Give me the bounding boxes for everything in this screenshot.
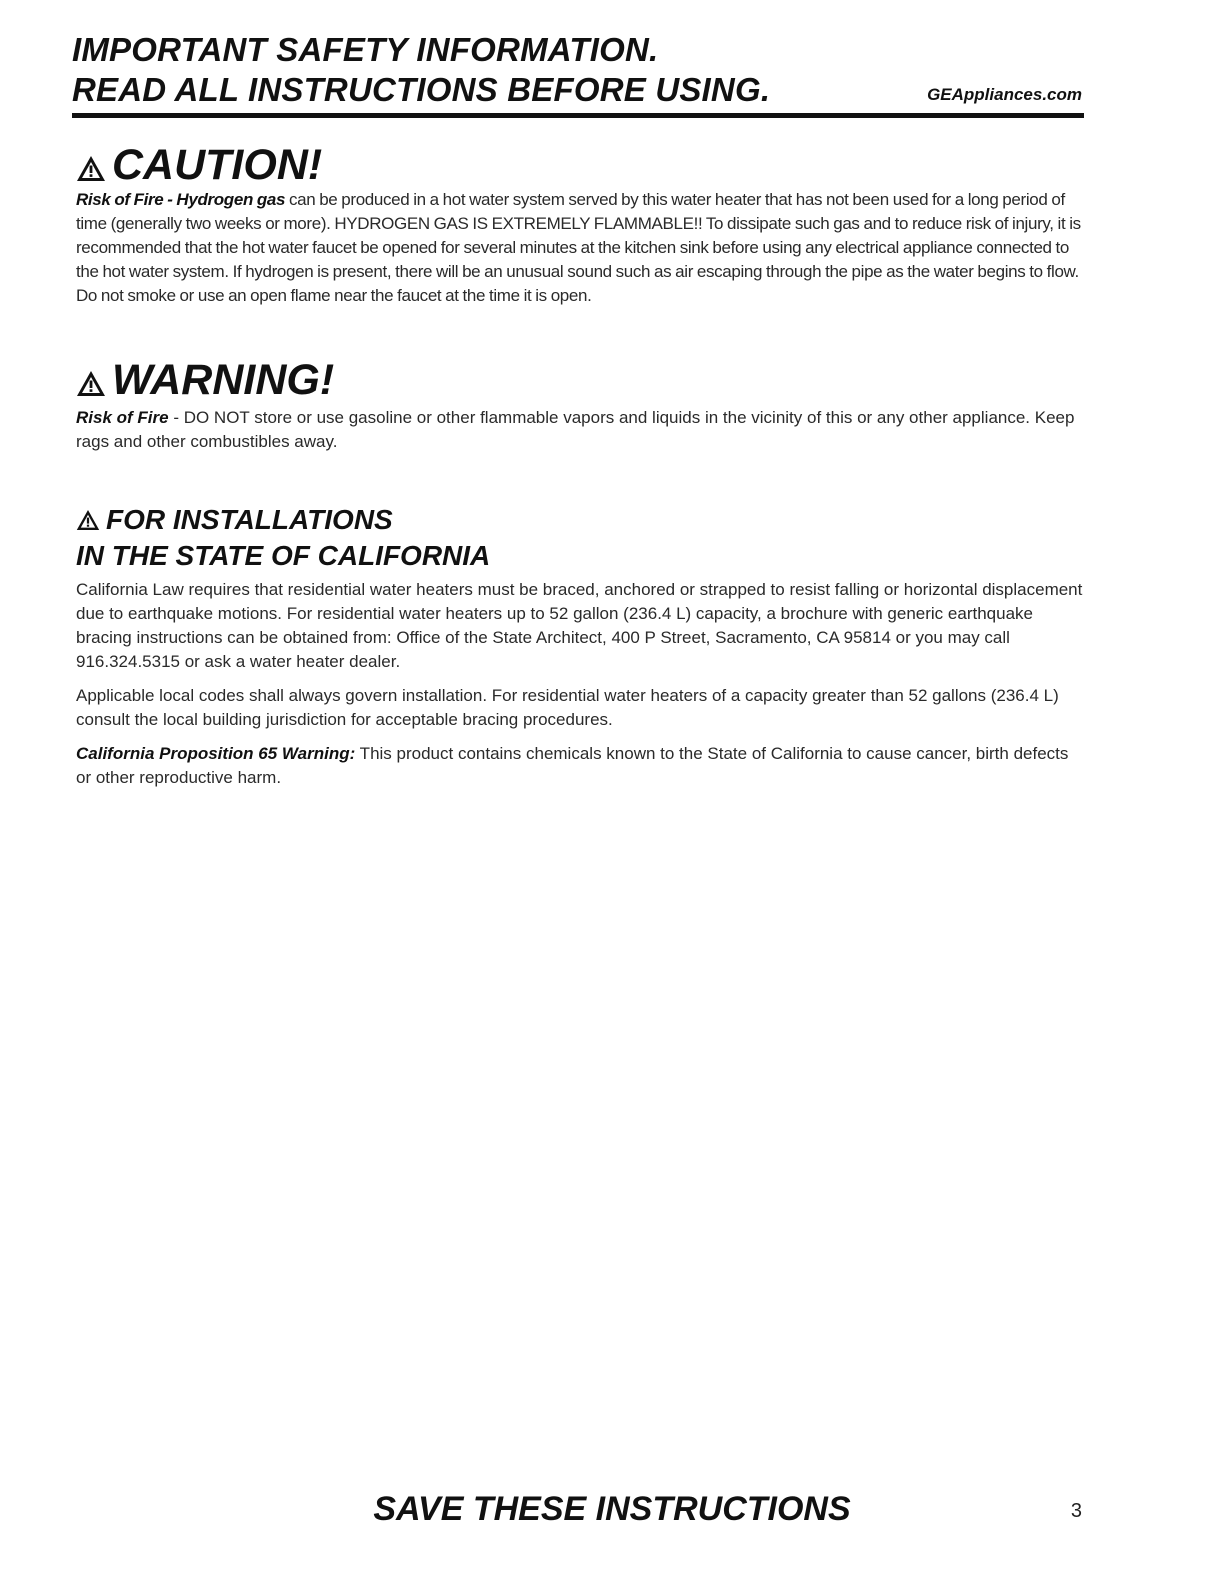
california-heading-line-1 (76, 502, 1086, 538)
prop65-paragraph (76, 742, 1086, 790)
warning-section (76, 355, 1086, 454)
california-heading-text-2: IN THE STATE OF CALIFORNIA (76, 540, 491, 571)
prop65-text: This product contains chemicals known to the State of California to cause cancer, birth defects or other reproductive harm. (76, 744, 1069, 787)
warning-triangle-icon (76, 370, 106, 397)
california-paragraph-2: Applicable local codes shall always govern installation. For residential water heaters of a capacity greater than 52 gallons (236.4 L) consult the local building jurisdiction for acceptable bracing procedures. (76, 686, 1059, 729)
warning-lead: Risk of Fire (76, 408, 169, 427)
warning-triangle-icon (76, 509, 100, 531)
caution-lead: Risk of Fire - Hydrogen gas (76, 190, 286, 209)
page-number: 3 (1070, 1500, 1082, 1522)
california-heading-text-1: FOR INSTALLATIONS (106, 504, 393, 535)
header-title-line-2: READ ALL INSTRUCTIONS BEFORE USING. (72, 71, 771, 108)
warning-text: - DO NOT store or use gasoline or other flammable vapors and liquids in the vicinity of this or any other appliance. Keep rags and other combustibles away. (76, 408, 1075, 451)
california-section (76, 502, 1086, 800)
warning-paragraph (76, 406, 1086, 454)
prop65-lead: California Proposition 65 Warning: (76, 744, 356, 763)
header-divider (72, 113, 1084, 118)
caution-paragraph (76, 188, 1086, 308)
caution-section (76, 140, 1086, 308)
caution-heading (76, 140, 1086, 190)
website-label: GEAppliances.com (927, 85, 1082, 104)
warning-heading (76, 355, 1086, 405)
footer-title: SAVE THESE INSTRUCTIONS (373, 1490, 851, 1528)
caution-text: can be produced in a hot water system served by this water heater that has not been used for a long period of time (generally two weeks or more). HYDROGEN GAS IS EXTREMELY FLAMMABLE!! To dissipate such gas and to reduce risk of injury, it is recommended that the hot water faucet be opened for several minutes at the kitchen sink before using any electrical appliance connected to the hot water system. If hydrogen is present, there will be an unusual sound such as air escaping through the pipe as the water begins to flow. Do not smoke or use an open flame near the faucet at the time it is open. (76, 190, 1081, 305)
page-header (72, 30, 1084, 110)
caution-heading-text: CAUTION! (112, 141, 323, 189)
california-paragraph-1: California Law requires that residential water heaters must be braced, anchored or strapped to resist falling or horizontal displacement due to earthquake motions. For residential water heaters up to 52 gallon (236.4 L) capacity, a brochure with generic earthquake bracing instructions can be obtained from: Office of the State Architect, 400 P Street, Sacramento, CA 95814 or you may call 916.324.5315 or ask a water heater dealer. (76, 580, 1083, 671)
header-title-line-1: IMPORTANT SAFETY INFORMATION. (72, 31, 659, 68)
warning-triangle-icon (76, 155, 106, 182)
warning-heading-text: WARNING! (112, 356, 335, 404)
